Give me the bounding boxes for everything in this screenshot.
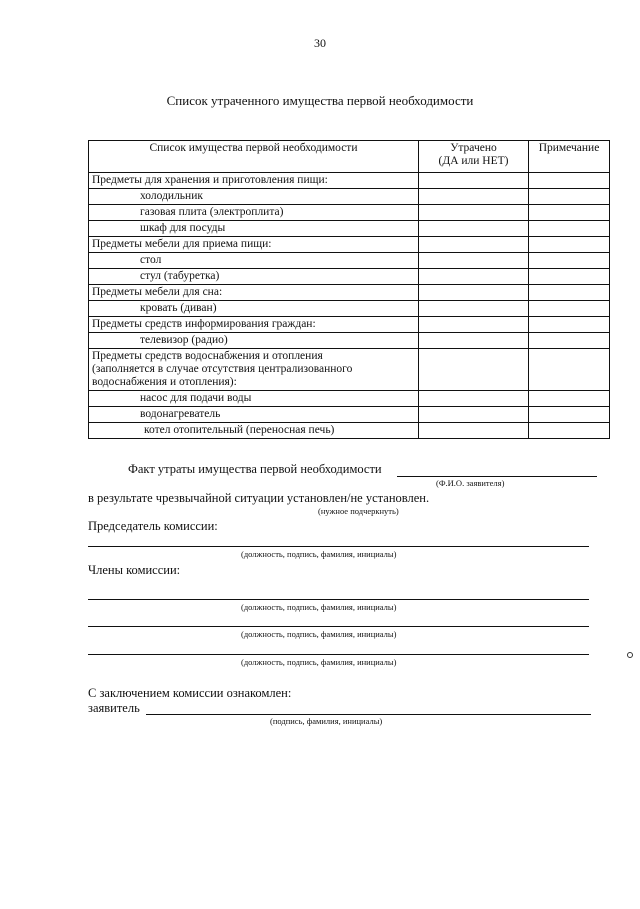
note-cell[interactable]	[529, 423, 610, 439]
header-lost: Утрачено (ДА или НЕТ)	[419, 141, 529, 173]
fact-label: Факт утраты имущества первой необходимости	[128, 462, 382, 476]
member-signature-line-2[interactable]	[88, 626, 589, 627]
lost-cell[interactable]	[419, 349, 529, 391]
lost-cell[interactable]	[419, 237, 529, 253]
note-cell[interactable]	[529, 237, 610, 253]
item-label: холодильник	[89, 189, 419, 205]
item-label: водонагреватель	[89, 407, 419, 423]
item-row	[89, 205, 610, 221]
note-cell[interactable]	[529, 301, 610, 317]
member-caption-3: (должность, подпись, фамилия, инициалы)	[241, 657, 397, 667]
lost-cell[interactable]	[419, 189, 529, 205]
lost-cell[interactable]	[419, 407, 529, 423]
member-signature-line-3[interactable]	[88, 654, 589, 655]
lost-cell[interactable]	[419, 423, 529, 439]
item-row	[89, 423, 610, 439]
fio-caption: (Ф.И.О. заявителя)	[436, 478, 505, 488]
member-signature-line-1[interactable]	[88, 599, 589, 600]
lost-cell[interactable]	[419, 391, 529, 407]
category-label: Предметы мебели для приема пищи:	[89, 237, 419, 253]
lost-cell[interactable]	[419, 317, 529, 333]
lost-cell[interactable]	[419, 333, 529, 349]
category-row	[89, 173, 610, 189]
item-label: кровать (диван)	[89, 301, 419, 317]
fio-line[interactable]	[397, 476, 597, 477]
category-row	[89, 237, 610, 253]
lost-cell[interactable]	[419, 301, 529, 317]
category-label: Предметы для хранения и приготовления пищи:	[89, 173, 419, 189]
header-property-list: Список имущества первой необходимости	[89, 141, 419, 173]
header-note: Примечание	[529, 141, 610, 173]
item-row	[89, 333, 610, 349]
note-cell[interactable]	[529, 189, 610, 205]
item-row	[89, 189, 610, 205]
lost-cell[interactable]	[419, 269, 529, 285]
item-label: телевизор (радио)	[89, 333, 419, 349]
item-row	[89, 269, 610, 285]
applicant-label: заявитель	[88, 701, 140, 715]
lost-cell[interactable]	[419, 205, 529, 221]
member-caption-2: (должность, подпись, фамилия, инициалы)	[241, 629, 397, 639]
applicant-caption: (подпись, фамилия, инициалы)	[270, 716, 383, 726]
item-row	[89, 301, 610, 317]
chairman-caption: (должность, подпись, фамилия, инициалы)	[241, 549, 397, 559]
applicant-signature-line[interactable]	[146, 714, 591, 715]
underline-note: (нужное подчеркнуть)	[318, 506, 399, 516]
member-caption-1: (должность, подпись, фамилия, инициалы)	[241, 602, 397, 612]
chairman-label: Председатель комиссии:	[88, 519, 218, 533]
item-label: насос для подачи воды	[89, 391, 419, 407]
members-label: Члены комиссии:	[88, 563, 181, 577]
item-label: котел отопительный (переносная печь)	[89, 423, 419, 439]
lost-cell[interactable]	[419, 285, 529, 301]
item-label: газовая плита (электроплита)	[89, 205, 419, 221]
note-cell[interactable]	[529, 333, 610, 349]
document-title: Список утраченного имущества первой необходимости	[166, 93, 474, 108]
page-number: 30	[314, 36, 326, 50]
note-cell[interactable]	[529, 349, 610, 391]
category-label: Предметы средств водоснабжения и отопления (заполняется в случае отсутствия централизованного водоснабжения и отопления):	[89, 349, 419, 391]
item-row	[89, 253, 610, 269]
item-label: стул (табуретка)	[89, 269, 419, 285]
margin-dot	[627, 652, 633, 658]
note-cell[interactable]	[529, 391, 610, 407]
note-cell[interactable]	[529, 173, 610, 189]
category-row	[89, 285, 610, 301]
acquainted-label: С заключением комиссии ознакомлен:	[88, 686, 292, 700]
note-cell[interactable]	[529, 407, 610, 423]
note-cell[interactable]	[529, 285, 610, 301]
item-row	[89, 221, 610, 237]
note-cell[interactable]	[529, 253, 610, 269]
category-label: Предметы средств информирования граждан:	[89, 317, 419, 333]
note-cell[interactable]	[529, 317, 610, 333]
item-label: шкаф для посуды	[89, 221, 419, 237]
item-row	[89, 407, 610, 423]
category-row	[89, 317, 610, 333]
lost-cell[interactable]	[419, 173, 529, 189]
chairman-signature-line[interactable]	[88, 546, 589, 547]
category-row	[89, 349, 610, 391]
lost-cell[interactable]	[419, 221, 529, 237]
note-cell[interactable]	[529, 205, 610, 221]
note-cell[interactable]	[529, 221, 610, 237]
category-label: Предметы мебели для сна:	[89, 285, 419, 301]
lost-cell[interactable]	[419, 253, 529, 269]
fact-result-text: в результате чрезвычайной ситуации установлен/не установлен.	[88, 491, 430, 505]
property-table	[88, 140, 610, 439]
item-label: стол	[89, 253, 419, 269]
item-row	[89, 391, 610, 407]
note-cell[interactable]	[529, 269, 610, 285]
table-header-row	[89, 141, 610, 173]
